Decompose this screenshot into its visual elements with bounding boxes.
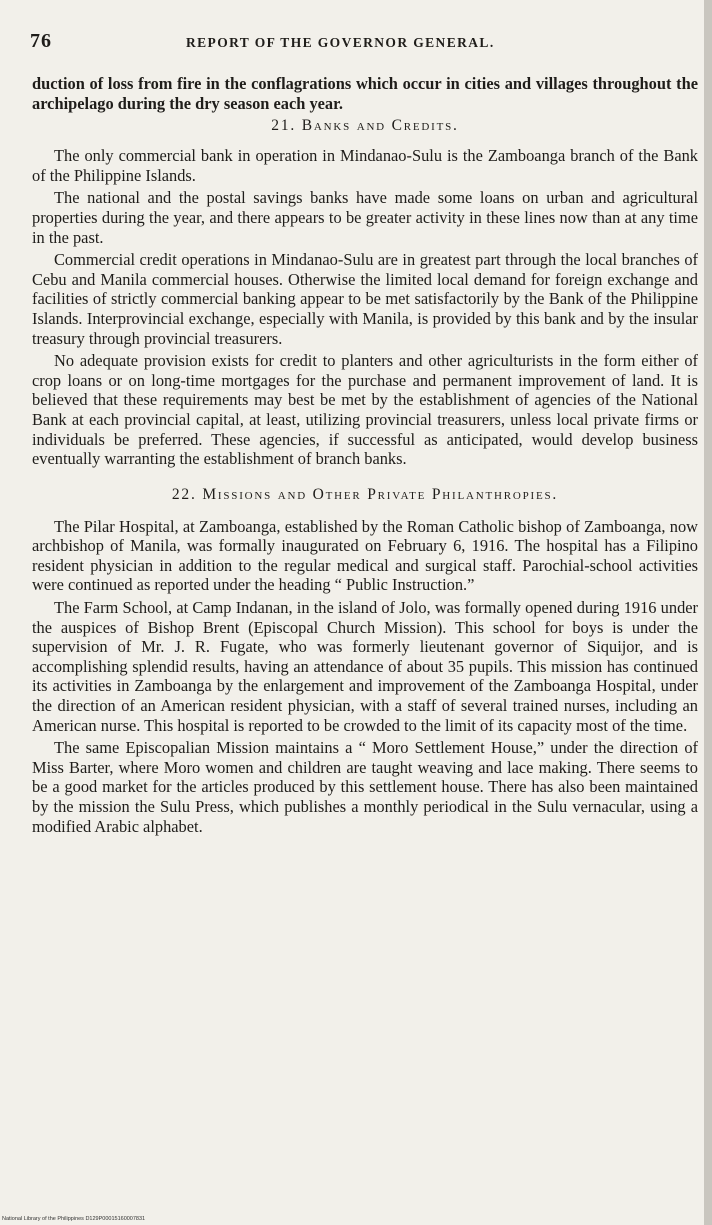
continuation-paragraph: duction of loss from fire in the conflagrations which occur in cities and villages throughout the archipelago during the dry season each year. [32,74,698,113]
page-number: 76 [30,30,52,52]
paragraph: The same Episcopalian Mission maintains a “ Moro Settlement House,” under the direction of Miss Barter, where Moro women and children are taught weaving and lace making. There seems to be a good market for the articles produced by this settlement house. There has also been maintained by the mission the Sulu Press, which publishes a monthly periodical in the Sulu vernacular, using a modified Arabic alphabet. [32,738,698,836]
paragraph: The Farm School, at Camp Indanan, in the island of Jolo, was formally opened during 1916 under the auspices of Bishop Brent (Episcopal Church Mission). This school for boys is under the supervision of Mr. J. R. Fugate, who was formerly lieutenant governor of Siquijor, and is accomplishing splendid results, having an attendance of about 35 pupils. This mission has continued its activities in Zamboanga by the enlargement and improvement of the Zamboanga Hospital, under the direction of an American resident physician, with a staff of several trained nurses, including an American nurse. This hospital is reported to be crowded to the limit of its capacity most of the time. [32,598,698,735]
page-edge [704,0,712,1225]
page-body [32,74,698,839]
paragraph: The national and the postal savings banks have made some loans on urban and agricultural properties during the year, and there appears to be greater activity in these lines now than at any time in the past. [32,188,698,247]
paragraph: No adequate provision exists for credit to planters and other agriculturists in the form either of crop loans or on long-time mortgages for the purchase and permanent improvement of land. It is believed that these requirements may best be met by the establishment of agencies of the National Bank at each provincial capital, at least, utilizing provincial treasurers, unless local private firms or individuals be preferred. These agencies, if successful as anticipated, would develop business eventually warranting the establishment of branch banks. [32,351,698,469]
paragraph: The Pilar Hospital, at Zamboanga, established by the Roman Catholic bishop of Zamboanga, now archbishop of Manila, was formally inaugurated on February 6, 1916. The hospital has a Filipino resident physician in addition to the regular medical and surgical staff. Parochial-school activities were continued as reported under the heading “ Public Instruction.” [32,516,698,595]
section-heading-missions: 22. Missions and Other Private Philanthropies. [171,485,559,503]
page-header [30,30,680,54]
paragraph: Commercial credit operations in Mindanao-Sulu are in greatest part through the local branches of Cebu and Manila commercial houses. Otherwise the limited local demand for foreign exchange and facilities of strictly commercial banking appear to be met satisfactorily by the Bank of the Philippine Islands. Interprovincial exchange, especially with Manila, is provided by this bank and by the insular treasury through provincial treasurers. [32,250,698,348]
section-heading-banks: 21. Banks and Credits. [271,117,459,135]
paragraph: The only commercial bank in operation in Mindanao-Sulu is the Zamboanga branch of the Bank of the Philippine Islands. [32,146,698,185]
library-watermark: National Library of the Philippines D129P00015160007831 [2,1216,146,1222]
running-head: REPORT OF THE GOVERNOR GENERAL. [186,35,495,50]
